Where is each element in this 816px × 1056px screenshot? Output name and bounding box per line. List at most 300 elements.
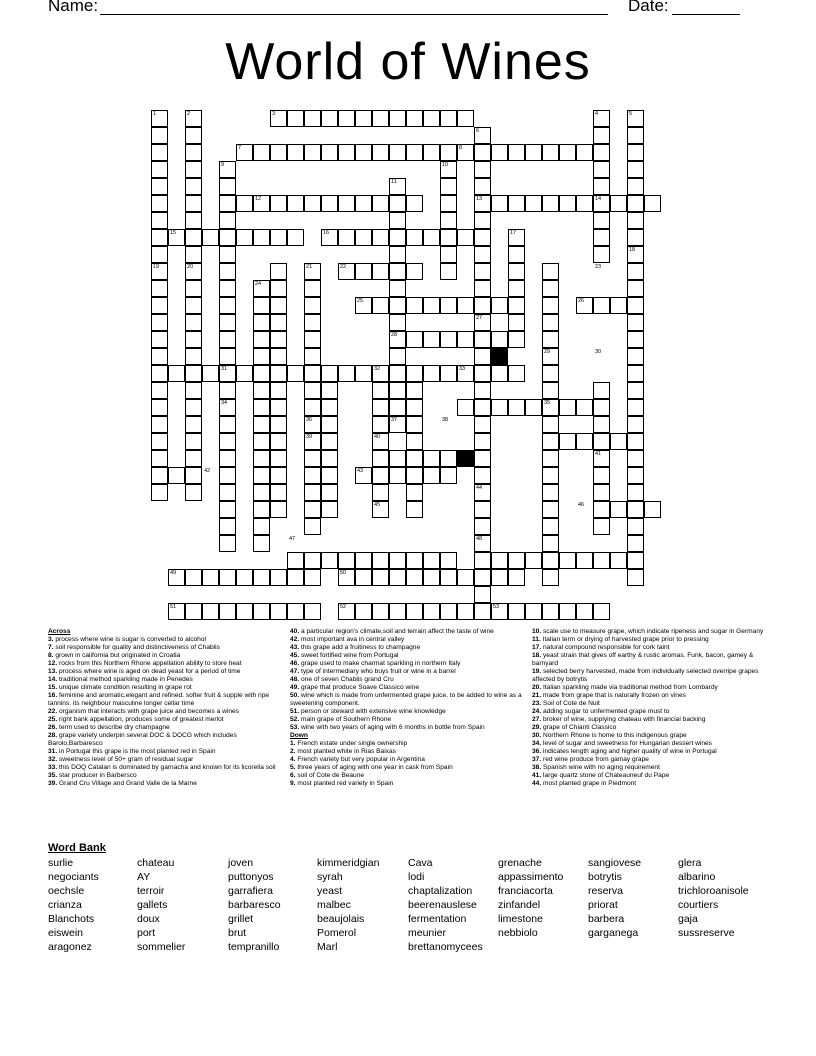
grid-cell[interactable] (253, 603, 270, 620)
grid-cell[interactable] (236, 569, 253, 586)
grid-cell[interactable] (321, 110, 338, 127)
grid-cell[interactable] (185, 450, 202, 467)
grid-cell[interactable] (321, 467, 338, 484)
grid-cell[interactable] (406, 433, 423, 450)
grid-cell[interactable] (355, 110, 372, 127)
grid-cell[interactable] (151, 127, 168, 144)
grid-cell[interactable] (474, 552, 491, 569)
grid-cell[interactable] (270, 416, 287, 433)
grid-cell[interactable] (406, 144, 423, 161)
grid-cell[interactable] (627, 399, 644, 416)
grid-cell[interactable] (219, 348, 236, 365)
grid-cell[interactable] (508, 246, 525, 263)
grid-cell[interactable] (253, 348, 270, 365)
grid-cell[interactable] (542, 501, 559, 518)
grid-cell[interactable] (151, 331, 168, 348)
grid-cell[interactable] (287, 552, 304, 569)
grid-cell[interactable] (508, 603, 525, 620)
grid-cell[interactable] (151, 314, 168, 331)
grid-cell[interactable] (593, 246, 610, 263)
grid-cell[interactable] (253, 382, 270, 399)
grid-cell[interactable] (593, 161, 610, 178)
grid-cell[interactable] (474, 569, 491, 586)
grid-cell[interactable] (304, 569, 321, 586)
grid-cell[interactable] (270, 501, 287, 518)
grid-cell[interactable] (185, 484, 202, 501)
grid-cell[interactable] (338, 110, 355, 127)
grid-cell[interactable] (270, 348, 287, 365)
grid-cell[interactable] (202, 569, 219, 586)
grid-cell[interactable] (253, 399, 270, 416)
grid-cell[interactable] (542, 416, 559, 433)
grid-cell[interactable] (202, 229, 219, 246)
grid-cell[interactable] (627, 280, 644, 297)
grid-cell[interactable] (627, 178, 644, 195)
grid-cell[interactable] (287, 365, 304, 382)
grid-cell[interactable] (406, 603, 423, 620)
grid-cell[interactable] (185, 603, 202, 620)
grid-cell[interactable] (440, 229, 457, 246)
grid-cell[interactable] (593, 518, 610, 535)
grid-cell[interactable] (474, 280, 491, 297)
grid-cell[interactable] (406, 365, 423, 382)
grid-cell[interactable] (372, 569, 389, 586)
grid-cell[interactable] (304, 331, 321, 348)
grid-cell[interactable] (474, 450, 491, 467)
grid-cell[interactable] (219, 195, 236, 212)
grid-cell[interactable] (304, 280, 321, 297)
grid-cell[interactable] (406, 501, 423, 518)
grid-cell[interactable] (304, 144, 321, 161)
grid-cell[interactable] (236, 229, 253, 246)
grid-cell[interactable] (236, 365, 253, 382)
grid-cell[interactable] (406, 110, 423, 127)
grid-cell[interactable] (219, 569, 236, 586)
grid-cell[interactable] (542, 365, 559, 382)
grid-cell[interactable] (219, 467, 236, 484)
grid-cell[interactable] (219, 416, 236, 433)
grid-cell[interactable] (627, 212, 644, 229)
grid-cell[interactable] (508, 280, 525, 297)
grid-cell[interactable] (355, 569, 372, 586)
grid-cell[interactable] (440, 195, 457, 212)
grid-cell[interactable] (406, 484, 423, 501)
grid-cell[interactable] (185, 467, 202, 484)
grid-cell[interactable] (219, 212, 236, 229)
grid-cell[interactable] (151, 348, 168, 365)
grid-cell[interactable] (219, 603, 236, 620)
grid-cell[interactable] (542, 280, 559, 297)
grid-cell[interactable] (389, 280, 406, 297)
grid-cell[interactable] (525, 552, 542, 569)
grid-cell[interactable] (151, 416, 168, 433)
grid-cell[interactable] (542, 569, 559, 586)
grid-cell[interactable] (508, 314, 525, 331)
grid-cell[interactable] (151, 467, 168, 484)
grid-cell[interactable] (151, 399, 168, 416)
grid-cell[interactable] (457, 229, 474, 246)
grid-cell[interactable] (270, 467, 287, 484)
grid-cell[interactable] (406, 569, 423, 586)
grid-cell[interactable] (593, 212, 610, 229)
grid-cell[interactable] (576, 433, 593, 450)
grid-cell[interactable] (474, 433, 491, 450)
grid-cell[interactable] (219, 314, 236, 331)
grid-cell[interactable] (338, 229, 355, 246)
grid-cell[interactable] (338, 195, 355, 212)
grid-cell[interactable] (304, 297, 321, 314)
grid-cell[interactable] (219, 263, 236, 280)
grid-cell[interactable] (253, 569, 270, 586)
grid-cell[interactable] (372, 195, 389, 212)
grid-cell[interactable] (304, 484, 321, 501)
grid-cell[interactable] (406, 331, 423, 348)
grid-cell[interactable] (474, 467, 491, 484)
grid-cell[interactable] (474, 246, 491, 263)
grid-cell[interactable] (253, 501, 270, 518)
grid-cell[interactable] (559, 552, 576, 569)
grid-cell[interactable] (151, 212, 168, 229)
grid-cell[interactable] (610, 501, 627, 518)
grid-cell[interactable] (474, 178, 491, 195)
grid-cell[interactable] (253, 416, 270, 433)
grid-cell[interactable] (474, 416, 491, 433)
grid-cell[interactable] (406, 263, 423, 280)
grid-cell[interactable] (440, 450, 457, 467)
grid-cell[interactable] (593, 229, 610, 246)
grid-cell[interactable] (287, 603, 304, 620)
grid-cell[interactable] (491, 144, 508, 161)
grid-cell[interactable] (406, 195, 423, 212)
grid-cell[interactable] (627, 263, 644, 280)
grid-cell[interactable] (389, 195, 406, 212)
grid-cell[interactable] (627, 161, 644, 178)
grid-cell[interactable] (440, 569, 457, 586)
grid-cell[interactable] (372, 552, 389, 569)
grid-cell[interactable] (372, 467, 389, 484)
grid-cell[interactable] (185, 229, 202, 246)
grid-cell[interactable] (593, 144, 610, 161)
grid-cell[interactable] (236, 603, 253, 620)
grid-cell[interactable] (559, 603, 576, 620)
grid-cell[interactable] (593, 433, 610, 450)
grid-cell[interactable] (542, 297, 559, 314)
grid-cell[interactable] (627, 552, 644, 569)
grid-cell[interactable] (253, 433, 270, 450)
grid-cell[interactable] (542, 535, 559, 552)
grid-cell[interactable] (542, 603, 559, 620)
grid-cell[interactable] (508, 297, 525, 314)
grid-cell[interactable] (219, 297, 236, 314)
grid-cell[interactable] (355, 365, 372, 382)
grid-cell[interactable] (151, 144, 168, 161)
grid-cell[interactable] (253, 144, 270, 161)
grid-cell[interactable] (406, 416, 423, 433)
grid-cell[interactable] (151, 229, 168, 246)
grid-cell[interactable] (559, 433, 576, 450)
grid-cell[interactable] (321, 382, 338, 399)
grid-cell[interactable] (236, 195, 253, 212)
grid-cell[interactable] (440, 365, 457, 382)
grid-cell[interactable] (389, 212, 406, 229)
grid-cell[interactable] (287, 569, 304, 586)
grid-cell[interactable] (270, 399, 287, 416)
grid-cell[interactable] (219, 433, 236, 450)
grid-cell[interactable] (185, 246, 202, 263)
grid-cell[interactable] (542, 195, 559, 212)
grid-cell[interactable] (372, 450, 389, 467)
grid-cell[interactable] (321, 144, 338, 161)
grid-cell[interactable] (440, 263, 457, 280)
grid-cell[interactable] (389, 603, 406, 620)
grid-cell[interactable] (389, 365, 406, 382)
grid-cell[interactable] (304, 110, 321, 127)
grid-cell[interactable] (389, 552, 406, 569)
grid-cell[interactable] (304, 450, 321, 467)
grid-cell[interactable] (406, 297, 423, 314)
grid-cell[interactable] (270, 331, 287, 348)
grid-cell[interactable] (542, 382, 559, 399)
grid-cell[interactable] (627, 416, 644, 433)
grid-cell[interactable] (304, 552, 321, 569)
grid-cell[interactable] (542, 433, 559, 450)
grid-cell[interactable] (627, 314, 644, 331)
grid-cell[interactable] (185, 144, 202, 161)
grid-cell[interactable] (627, 467, 644, 484)
grid-cell[interactable] (355, 603, 372, 620)
grid-cell[interactable] (440, 110, 457, 127)
grid-cell[interactable] (372, 297, 389, 314)
grid-cell[interactable] (593, 297, 610, 314)
grid-cell[interactable] (389, 144, 406, 161)
grid-cell[interactable] (355, 263, 372, 280)
grid-cell[interactable] (185, 127, 202, 144)
grid-cell[interactable] (202, 365, 219, 382)
grid-cell[interactable] (474, 518, 491, 535)
grid-cell[interactable] (253, 535, 270, 552)
grid-cell[interactable] (185, 212, 202, 229)
grid-cell[interactable] (287, 195, 304, 212)
grid-cell[interactable] (440, 144, 457, 161)
grid-cell[interactable] (627, 382, 644, 399)
grid-cell[interactable] (593, 416, 610, 433)
grid-cell[interactable] (321, 484, 338, 501)
grid-cell[interactable] (372, 229, 389, 246)
grid-cell[interactable] (270, 433, 287, 450)
grid-cell[interactable] (219, 518, 236, 535)
grid-cell[interactable] (355, 229, 372, 246)
grid-cell[interactable] (576, 603, 593, 620)
grid-cell[interactable] (576, 144, 593, 161)
grid-cell[interactable] (423, 331, 440, 348)
grid-cell[interactable] (508, 331, 525, 348)
grid-cell[interactable] (270, 365, 287, 382)
grid-cell[interactable] (304, 365, 321, 382)
grid-cell[interactable] (627, 331, 644, 348)
grid-cell[interactable] (253, 229, 270, 246)
grid-cell[interactable] (219, 501, 236, 518)
grid-cell[interactable] (627, 569, 644, 586)
grid-cell[interactable] (219, 178, 236, 195)
grid-cell[interactable] (593, 382, 610, 399)
grid-cell[interactable] (389, 569, 406, 586)
grid-cell[interactable] (593, 467, 610, 484)
grid-cell[interactable] (389, 450, 406, 467)
grid-cell[interactable] (457, 399, 474, 416)
grid-cell[interactable] (151, 365, 168, 382)
grid-cell[interactable] (423, 467, 440, 484)
grid-cell[interactable] (151, 382, 168, 399)
grid-cell[interactable] (270, 297, 287, 314)
grid-cell[interactable] (440, 178, 457, 195)
grid-cell[interactable] (219, 331, 236, 348)
grid-cell[interactable] (440, 212, 457, 229)
grid-cell[interactable] (185, 433, 202, 450)
grid-cell[interactable] (542, 552, 559, 569)
grid-cell[interactable] (219, 229, 236, 246)
grid-cell[interactable] (406, 382, 423, 399)
grid-cell[interactable] (542, 484, 559, 501)
grid-cell[interactable] (440, 467, 457, 484)
grid-cell[interactable] (253, 518, 270, 535)
grid-cell[interactable] (627, 365, 644, 382)
grid-cell[interactable] (372, 110, 389, 127)
grid-cell[interactable] (423, 552, 440, 569)
grid-cell[interactable] (287, 229, 304, 246)
grid-cell[interactable] (253, 297, 270, 314)
grid-cell[interactable] (151, 297, 168, 314)
grid-cell[interactable] (627, 535, 644, 552)
grid-cell[interactable] (627, 127, 644, 144)
grid-cell[interactable] (304, 603, 321, 620)
grid-cell[interactable] (440, 552, 457, 569)
grid-cell[interactable] (474, 348, 491, 365)
grid-cell[interactable] (491, 195, 508, 212)
grid-cell[interactable] (151, 484, 168, 501)
grid-cell[interactable] (338, 552, 355, 569)
grid-cell[interactable] (219, 484, 236, 501)
grid-cell[interactable] (491, 331, 508, 348)
grid-cell[interactable] (304, 195, 321, 212)
grid-cell[interactable] (304, 382, 321, 399)
grid-cell[interactable] (559, 195, 576, 212)
grid-cell[interactable] (219, 450, 236, 467)
grid-cell[interactable] (440, 603, 457, 620)
grid-cell[interactable] (304, 399, 321, 416)
grid-cell[interactable] (270, 144, 287, 161)
grid-cell[interactable] (610, 195, 627, 212)
grid-cell[interactable] (270, 569, 287, 586)
grid-cell[interactable] (338, 365, 355, 382)
grid-cell[interactable] (627, 450, 644, 467)
grid-cell[interactable] (508, 569, 525, 586)
grid-cell[interactable] (627, 433, 644, 450)
grid-cell[interactable] (389, 348, 406, 365)
grid-cell[interactable] (185, 331, 202, 348)
grid-cell[interactable] (457, 297, 474, 314)
grid-cell[interactable] (185, 569, 202, 586)
grid-cell[interactable] (355, 144, 372, 161)
grid-cell[interactable] (321, 416, 338, 433)
grid-cell[interactable] (372, 144, 389, 161)
grid-cell[interactable] (389, 399, 406, 416)
grid-cell[interactable] (542, 314, 559, 331)
grid-cell[interactable] (270, 229, 287, 246)
grid-cell[interactable] (389, 314, 406, 331)
grid-cell[interactable] (372, 416, 389, 433)
grid-cell[interactable] (304, 467, 321, 484)
grid-cell[interactable] (508, 365, 525, 382)
grid-cell[interactable] (151, 246, 168, 263)
grid-cell[interactable] (542, 331, 559, 348)
grid-cell[interactable] (372, 399, 389, 416)
grid-cell[interactable] (185, 365, 202, 382)
grid-cell[interactable] (525, 603, 542, 620)
grid-cell[interactable] (593, 603, 610, 620)
grid-cell[interactable] (270, 484, 287, 501)
grid-cell[interactable] (168, 467, 185, 484)
grid-cell[interactable] (542, 263, 559, 280)
grid-cell[interactable] (168, 365, 185, 382)
grid-cell[interactable] (423, 144, 440, 161)
grid-cell[interactable] (389, 297, 406, 314)
grid-cell[interactable] (389, 246, 406, 263)
grid-cell[interactable] (406, 552, 423, 569)
grid-cell[interactable] (559, 144, 576, 161)
grid-cell[interactable] (423, 110, 440, 127)
grid-cell[interactable] (474, 603, 491, 620)
grid-cell[interactable] (627, 518, 644, 535)
grid-cell[interactable] (151, 433, 168, 450)
grid-cell[interactable] (151, 450, 168, 467)
grid-cell[interactable] (219, 280, 236, 297)
grid-cell[interactable] (423, 365, 440, 382)
grid-cell[interactable] (389, 382, 406, 399)
grid-cell[interactable] (627, 144, 644, 161)
grid-cell[interactable] (406, 467, 423, 484)
grid-cell[interactable] (389, 263, 406, 280)
grid-cell[interactable] (151, 178, 168, 195)
grid-cell[interactable] (151, 280, 168, 297)
grid-cell[interactable] (304, 518, 321, 535)
grid-cell[interactable] (610, 297, 627, 314)
grid-cell[interactable] (406, 450, 423, 467)
grid-cell[interactable] (304, 314, 321, 331)
grid-cell[interactable] (185, 416, 202, 433)
grid-cell[interactable] (185, 399, 202, 416)
grid-cell[interactable] (457, 569, 474, 586)
grid-cell[interactable] (202, 603, 219, 620)
grid-cell[interactable] (474, 212, 491, 229)
grid-cell[interactable] (508, 195, 525, 212)
grid-cell[interactable] (644, 501, 661, 518)
grid-cell[interactable] (389, 467, 406, 484)
grid-cell[interactable] (457, 110, 474, 127)
grid-cell[interactable] (270, 263, 287, 280)
grid-cell[interactable] (593, 127, 610, 144)
grid-cell[interactable] (627, 195, 644, 212)
grid-cell[interactable] (270, 450, 287, 467)
grid-cell[interactable] (151, 195, 168, 212)
grid-cell[interactable] (491, 297, 508, 314)
grid-cell[interactable] (270, 280, 287, 297)
grid-cell[interactable] (542, 450, 559, 467)
grid-cell[interactable] (321, 501, 338, 518)
grid-cell[interactable] (440, 246, 457, 263)
grid-cell[interactable] (389, 229, 406, 246)
grid-cell[interactable] (355, 195, 372, 212)
grid-cell[interactable] (474, 586, 491, 603)
